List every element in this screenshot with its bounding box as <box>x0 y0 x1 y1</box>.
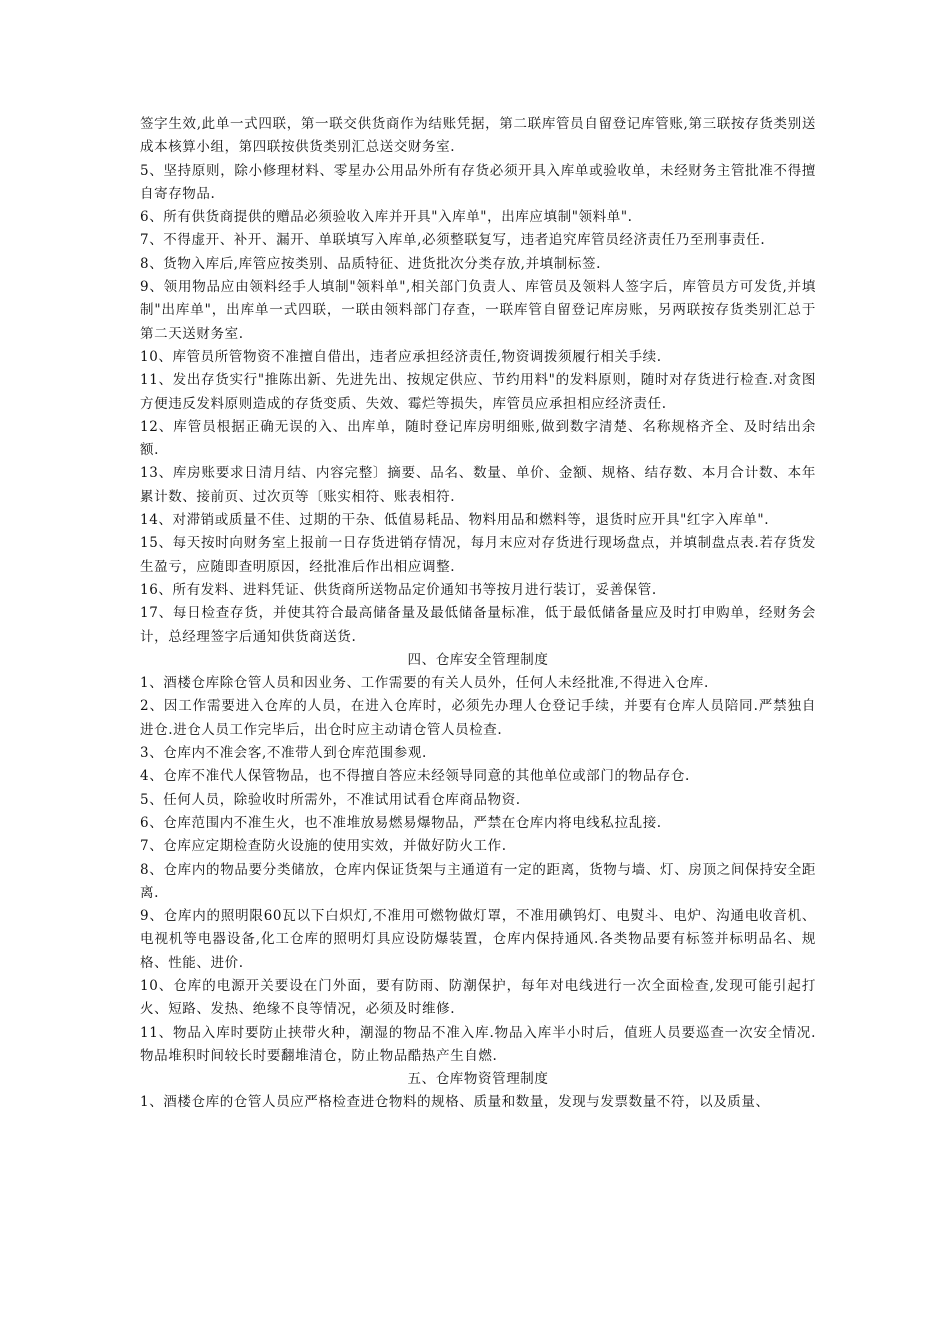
document-page <box>140 113 816 1115</box>
section-heading-warehouse-materials: 五、仓库物资管理制度 <box>407 1071 549 1088</box>
paragraph-rule-10: 10、库管员所管物资不准擅自借出，违者应承担经济责任,物资调拨须履行相关手续. <box>140 348 662 365</box>
paragraph-safety-6: 6、仓库范围内不准生火，也不准堆放易燃易爆物品，严禁在仓库内将电线私拉乱接. <box>140 814 662 831</box>
paragraph-rule-17: 17、每日检查存货，并使其符合最高储备量及最低储备量标准，低于最低储备量应及时打申购单，经财务会计，总经理签字后通知供货商送货. <box>140 605 816 645</box>
paragraph-safety-9: 9、仓库内的照明限60瓦以下白炽灯,不准用可燃物做灯罩，不准用碘钨灯、电熨斗、电炉、沟通电收音机、电视机等电器设备,化工仓库的照明灯具应设防爆装置，仓库内保持通风.各类物品要有标签并标明品名、规格、性能、进价. <box>140 908 816 971</box>
paragraph-rule-5: 5、坚持原则，除小修理材料、零星办公用品外所有存货必须开具入库单或验收单，未经财务主管批准不得擅自寄存物品. <box>140 162 816 202</box>
paragraph-materials-1: 1、酒楼仓库的仓管人员应严格检查进仓物料的规格、质量和数量，发现与发票数量不符，以及质量、 <box>140 1094 770 1111</box>
section-heading-warehouse-safety: 四、仓库安全管理制度 <box>407 651 549 668</box>
paragraph-rule-15: 15、每天按时向财务室上报前一日存货进销存情况，每月末应对存货进行现场盘点，并填制盘点表.若存货发生盈亏，应随即查明原因，经批准后作出相应调整. <box>140 535 816 575</box>
paragraph-sign-effective: 签字生效,此单一式四联，第一联交供货商作为结账凭据，第二联库管员自留登记库管账,第三联按存货类别送成本核算小组，第四联按供货类别汇总送交财务室. <box>140 116 816 156</box>
paragraph-rule-12: 12、库管员根据正确无误的入、出库单，随时登记库房明细账,做到数字清楚、名称规格齐全、及时结出余额. <box>140 418 816 459</box>
paragraph-safety-8: 8、仓库内的物品要分类储放，仓库内保证货架与主通道有一定的距离，货物与墙、灯、房顶之间保持安全距离. <box>140 861 816 901</box>
paragraph-safety-5: 5、任何人员，除验收时所需外，不准试用试看仓库商品物资. <box>140 791 521 808</box>
paragraph-rule-9: 9、领用物品应由领料经手人填制"领料单",相关部门负责人、库管员及领料人签字后，库管员方可发货,并填制"出库单"，出库单一式四联，一联由领料部门存查，一联库管自留登记库房账，另两联按存货类别汇总于第二天送财务室. <box>140 279 816 342</box>
paragraph-rule-11: 11、发出存货实行"推陈出新、先进先出、按规定供应、节约用料"的发料原则，随时对存货进行检查.对贪图方便违反发料原则造成的存货变质、失效、霉烂等损失，库管员应承担相应经济责任. <box>140 372 816 412</box>
paragraph-safety-4: 4、仓库不准代人保管物品，也不得擅自答应未经领导同意的其他单位或部门的物品存仓. <box>140 768 690 785</box>
paragraph-rule-16: 16、所有发料、进料凭证、供货商所送物品定价通知书等按月进行装订，妥善保管. <box>140 581 657 598</box>
paragraph-safety-3: 3、仓库内不准会客,不准带人到仓库范围参观. <box>140 745 427 762</box>
paragraph-safety-7: 7、仓库应定期检查防火设施的使用实效，并做好防火工作. <box>140 838 507 855</box>
paragraph-rule-13: 13、库房账要求日清月结、内容完整〕摘要、品名、数量、单价、金额、规格、结存数、本月合计数、本年累计数、接前页、过次页等〔账实相符、账表相符. <box>140 465 816 505</box>
paragraph-safety-10: 10、仓库的电源开关要设在门外面，要有防雨、防潮保护，每年对电线进行一次全面检查,发现可能引起打火、短路、发热、绝缘不良等情况，必须及时维修. <box>140 977 816 1018</box>
paragraph-rule-8: 8、货物入库后,库管应按类别、品质特征、进货批次分类存放,并填制标签. <box>140 255 601 272</box>
paragraph-safety-2: 2、因工作需要进入仓库的人员，在进入仓库时，必须先办理人仓登记手续，并要有仓库人员陪同.严禁独自进仓.进仓人员工作完毕后，出仓时应主动请仓管人员检查. <box>140 698 816 738</box>
paragraph-rule-14: 14、对滞销或质量不佳、过期的干杂、低值易耗品、物料用品和燃料等，退货时应开具"红字入库单". <box>140 512 770 529</box>
paragraph-rule-6: 6、所有供货商提供的赠品必须验收入库并开具"入库单"，出库应填制"领料单". <box>140 209 633 226</box>
paragraph-rule-7: 7、不得虚开、补开、漏开、单联填写入库单,必须整联复写，违者追究库管员经济责任乃至刑事责任. <box>140 232 766 249</box>
paragraph-safety-11: 11、物品入库时要防止挟带火种，潮湿的物品不准入库.物品入库半小时后，值班人员要巡查一次安全情况.物品堆积时间较长时要翻堆清仓，防止物品酷热产生自燃. <box>140 1024 816 1064</box>
paragraph-safety-1: 1、酒楼仓库除仓管人员和因业务、工作需要的有关人员外，任何人未经批准,不得进入仓库. <box>140 675 709 692</box>
